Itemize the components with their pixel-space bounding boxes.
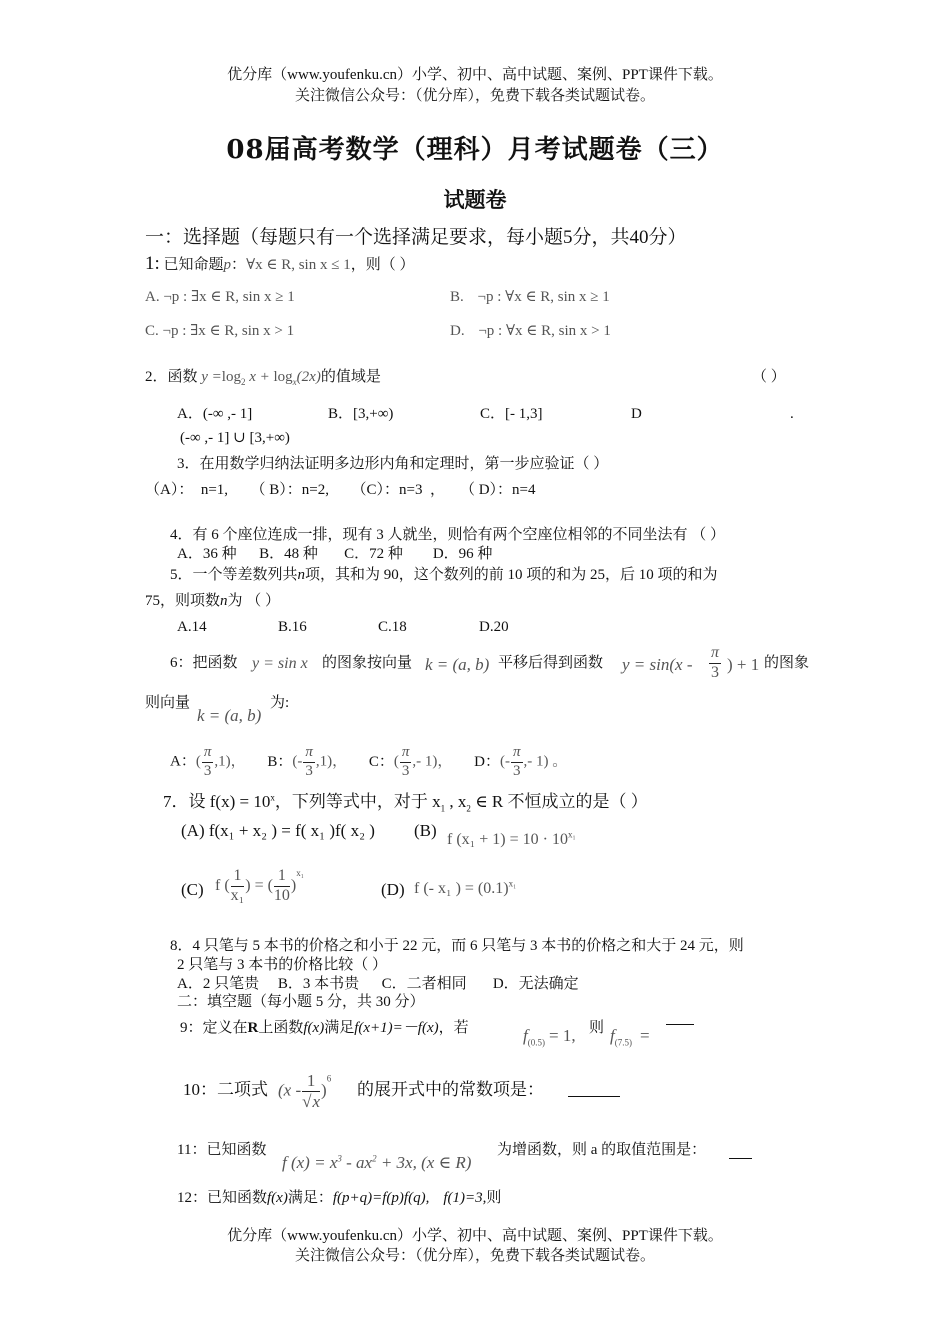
q1-option-b-label: B. xyxy=(450,289,464,305)
q6-k1: k = (a, b) xyxy=(425,655,490,674)
q6-option-a-pre: ( xyxy=(195,753,201,770)
q12-stem-b: 满足： xyxy=(287,1190,333,1206)
q2-stem xyxy=(145,370,381,385)
q6-f2-frac xyxy=(708,645,722,682)
q6-option-a-label: A： xyxy=(170,753,196,770)
q2-f-x1: x + xyxy=(245,369,274,385)
q5-line2-b: 为 （ ） xyxy=(227,593,281,609)
q5-option-d: D.20 xyxy=(479,619,509,635)
q10-expr-b: ) xyxy=(321,1080,327,1100)
q9-f2-f: f xyxy=(610,1026,615,1045)
q5-option-b: B.16 xyxy=(278,619,307,635)
q6-f1: y = sin x xyxy=(252,655,308,672)
header-line-2: 关注微信公众号：（优分库），免费下载各类试题试卷。 xyxy=(294,88,655,104)
q6-stem-d: 的图象 xyxy=(764,655,810,671)
q1-p: p xyxy=(223,257,232,273)
q9-f2-val: = xyxy=(639,1026,650,1045)
q6-k2: k = (a, b) xyxy=(197,706,262,725)
q5-line2 xyxy=(145,594,280,609)
q7-option-c-x1: x₁ xyxy=(230,886,245,904)
q11-f-a: f (x) = x xyxy=(282,1153,338,1172)
q9-f1-sub: (0.5) xyxy=(527,1037,545,1048)
q6-option-b-post: ,1)， xyxy=(315,753,348,770)
section1-heading: 一：选择题（每题只有一个选择满足要求，每小题5分，共40分） xyxy=(145,227,687,248)
q7-option-b xyxy=(447,829,576,848)
q7-option-d-sup: x₁ xyxy=(508,878,517,889)
footer-line-2: 关注微信公众号：（优分库），免费下载各类试题试卷。 xyxy=(294,1248,655,1264)
q7-stem-b: ，下列等式中，对于 x xyxy=(274,792,441,811)
q6-f2-three: 3 xyxy=(711,663,719,681)
q8-options: A．2 只笔贵 B．3 本书贵 C．二者相同 D．无法确定 xyxy=(177,976,579,992)
q6-option-c-post: ,- 1)， xyxy=(412,753,453,770)
q2-number: 2．函数 xyxy=(145,369,198,385)
header-line-1: 优分库（www.youfenku.cn）小学、初中、高中试题、案例、PPT课件下载。 xyxy=(227,67,723,83)
q5-n2: n xyxy=(220,593,228,609)
q1-stem-a: 已知命题 xyxy=(163,257,224,273)
q2-option-d: (-∞ ,- 1] ∪ [3,+∞) xyxy=(180,430,290,446)
q9-stem xyxy=(180,1021,469,1036)
q9-stem-b: 上函数 xyxy=(258,1020,304,1036)
q9-fx: f(x) xyxy=(303,1020,325,1036)
q5-stem-a: 5．一个等差数列共 xyxy=(170,567,298,583)
q9-R: R xyxy=(247,1020,259,1036)
q7-s1: 1 xyxy=(440,803,446,814)
q7-sup-x: x xyxy=(270,792,275,803)
q7-stem-c: , x xyxy=(445,792,467,811)
q1-option-d xyxy=(450,324,611,339)
q1-option-b xyxy=(450,290,610,305)
q1-option-d-text: ¬p : ∀x ∈ R, sin x > 1 xyxy=(478,323,611,339)
q6-f2-pi: π xyxy=(709,645,721,664)
q5-stem-b: 项，其和为 90，这个数列的前 10 项的和为 25，后 10 项的和为 xyxy=(305,567,718,583)
q6-option-c-pre: ( xyxy=(393,753,399,770)
q1-stem xyxy=(145,254,414,273)
q5-line2-a: 75，则项数 xyxy=(145,593,221,609)
q1-stem-math: ∀x ∈ R, sin x ≤ 1 xyxy=(246,257,351,273)
q1-option-d-label: D. xyxy=(450,323,465,339)
q10-answer-blank[interactable] xyxy=(568,1096,620,1097)
q11-sup3: 3 xyxy=(337,1153,342,1164)
q1-option-c-label: C. xyxy=(145,323,159,339)
q6-option-b-pre: (- xyxy=(292,753,303,770)
q7-option-c-sup: x₁ xyxy=(296,867,304,878)
q12-stem xyxy=(177,1191,501,1206)
q11-f-end: + 3x, (x ∈ R) xyxy=(376,1153,472,1172)
q6-line2: 则向量 xyxy=(145,695,191,711)
q1-option-b-text: ¬p : ∀x ∈ R, sin x ≥ 1 xyxy=(477,289,610,305)
q2-paren: （ ） xyxy=(752,369,786,385)
q8-stem-line1: 8．4 只笔与 5 本书的价格之和小于 22 元，而 6 只笔与 3 本书的价格之和大于 24 元，则 xyxy=(170,938,744,954)
q7-option-c-f: f ( xyxy=(215,876,230,894)
q7-s2: 2 xyxy=(466,803,471,814)
q2-option-d-label: D xyxy=(631,406,642,422)
q2-f-x2: (2x) xyxy=(296,369,321,385)
q7-option-a: (A) f(x₁ + x₂ ) = f( x₁ )f( x₂ ) xyxy=(181,821,375,840)
q6-option-b-three: 3 xyxy=(305,762,313,779)
q9-answer-blank[interactable] xyxy=(666,1024,694,1025)
page-subtitle: 试题卷 xyxy=(443,187,507,212)
q3-stem: 3．在用数学归纳法证明多边形内角和定理时，第一步应验证（ ） xyxy=(177,456,609,472)
q9-f1-val: = 1, xyxy=(548,1026,576,1045)
q7-option-b-label: (B) xyxy=(414,821,437,840)
q6-line2-end: 为: xyxy=(270,695,290,711)
q9-stem-c: 满足 xyxy=(324,1020,355,1036)
q2-stem-end: 的值域是 xyxy=(320,369,381,385)
q6-option-a-three: 3 xyxy=(203,762,212,779)
q9-stem-e: 则 xyxy=(589,1020,605,1036)
q9-eq: f(x+1)=－f(x) xyxy=(354,1020,439,1036)
q6-stem-a: 6：把函数 xyxy=(170,655,238,671)
q7-option-d-text: f (- x₁ ) = (0.1) xyxy=(414,880,509,897)
q6-option-d-label: D： xyxy=(474,753,501,770)
q4-stem: 4．有 6 个座位连成一排，现有 3 人就坐，则恰有两个空座位相邻的不同坐法有 （ ） xyxy=(170,527,726,543)
q1-option-a xyxy=(145,290,295,305)
q9-f2-sub: (7.5) xyxy=(614,1037,632,1048)
q6-option-a-pi: π xyxy=(202,745,214,763)
q7-stem-d: ∈ R 不恒成立的是（ ） xyxy=(470,792,648,811)
q1-stem-c: ，则（ ） xyxy=(350,257,415,273)
q8-stem-line2: 2 只笔与 3 本书的价格比较（ ） xyxy=(177,957,388,973)
q11-answer-blank[interactable] xyxy=(729,1158,752,1159)
q6-stem-c: 平移后得到函数 xyxy=(498,655,604,671)
q5-option-c: C.18 xyxy=(378,619,407,635)
q2-option-a: A．(-∞ ,- 1] xyxy=(177,406,253,422)
q2-f-log1: log xyxy=(221,369,241,385)
q2-f-sub2: x xyxy=(292,377,297,387)
q7-stem xyxy=(163,792,648,814)
q10-sup6: 6 xyxy=(326,1073,332,1084)
q6-options xyxy=(170,745,567,780)
q11-stem-b: 为增函数，则 a 的取值范围是： xyxy=(497,1142,707,1158)
q10-expr: (x - $\frac{1}{√x}$ )$^6$ xyxy=(278,1071,332,1111)
q6-f2-a: y = sin(x - xyxy=(622,655,693,674)
q1-number: 1: xyxy=(145,253,160,274)
q10-stem-a: 10：二项式 xyxy=(183,1080,268,1099)
q2-option-d-dot: . xyxy=(790,406,794,422)
q2-f-log2: log xyxy=(273,369,293,385)
section2-heading: 二：填空题（每小题 5 分，共 30 分） xyxy=(177,994,425,1010)
q7-option-b-sup: x₁ xyxy=(567,829,576,840)
q2-f-y: y = xyxy=(201,369,222,385)
q4-options: A．36 种 B．48 种 C．72 种 D．96 种 xyxy=(177,546,493,562)
q1-option-a-label: A. xyxy=(145,289,160,305)
q10-one: 1 xyxy=(302,1072,320,1092)
q7-option-c-ten: 10 xyxy=(273,886,290,904)
q6-option-b-label: B： xyxy=(267,753,293,770)
q7-option-c-mid: ) = ( xyxy=(245,876,273,894)
q7-stem-a: 7．设 f(x) = 10 xyxy=(163,792,271,811)
q1-option-a-text: ¬p : ∃x ∈ R, sin x ≥ 1 xyxy=(163,289,295,305)
q9-stem-d: ，若 xyxy=(438,1020,469,1036)
q5-n1: n xyxy=(297,567,306,583)
q7-option-d-label: (D) xyxy=(381,880,405,899)
q10-stem-b: 的展开式中的常数项是： xyxy=(357,1080,544,1099)
q11-f-mid: - ax xyxy=(341,1153,373,1172)
q12-stem-c: 则 xyxy=(486,1190,502,1206)
q2-option-b: B．[3,+∞) xyxy=(328,406,394,422)
q11-stem-a: 11：已知函数 xyxy=(177,1142,267,1158)
q9-f1 xyxy=(523,1026,576,1048)
q6-option-c-three: 3 xyxy=(401,762,410,779)
q11-sup2: 2 xyxy=(372,1153,377,1164)
q6-option-a-post: ,1)， xyxy=(214,753,246,770)
q9-f1-f: f xyxy=(523,1026,528,1045)
q7-option-d xyxy=(414,878,517,897)
q10-expr-a: (x - xyxy=(278,1080,302,1100)
q2-f-sub1: 2 xyxy=(240,377,246,387)
q12-fx: f(x) xyxy=(267,1190,288,1206)
q9-f2 xyxy=(610,1026,650,1048)
q7-option-c-one: 1 xyxy=(231,868,245,887)
q6-stem-b: 的图象按向量 xyxy=(322,655,413,671)
q2-option-c: C．[- 1,3] xyxy=(480,406,543,422)
q6-option-d-pi: π xyxy=(511,745,523,763)
q12-eq: f(p+q)=f(p)f(q), xyxy=(332,1190,430,1206)
q1-option-c-text: ¬p : ∃x ∈ R, sin x > 1 xyxy=(162,323,295,339)
q5-stem xyxy=(170,568,718,583)
q7-option-c: f ( $\frac{1}{\text{x₁}}$ ) = ( $\frac{1}{10}$ )$^{x_1}$ xyxy=(215,867,304,904)
q11-f xyxy=(282,1154,471,1171)
q12-stem-a: 12：已知函数 xyxy=(177,1190,268,1206)
q1-option-c xyxy=(145,324,294,339)
q6-option-d-three: 3 xyxy=(513,762,521,779)
q7-option-b-text: f (x₁ + 1) = 10 · 10 xyxy=(447,831,568,848)
q10-sqrtx: x xyxy=(312,1091,321,1111)
q12-eq2: f(1)=3, xyxy=(443,1190,487,1206)
page-title: 08届高考数学（理科）月考试题卷（三） xyxy=(226,135,724,165)
q7-option-c-label: (C) xyxy=(181,880,204,899)
q6-f2-b: ) + 1 xyxy=(727,655,760,674)
q6-option-d-pre: (- xyxy=(500,753,511,770)
q6-option-b-pi: π xyxy=(303,745,315,763)
q6-option-c-label: C： xyxy=(368,753,394,770)
q7-option-c-one-b: 1 xyxy=(274,868,290,887)
q1-stem-b: ： xyxy=(231,257,247,273)
q6-option-c-pi: π xyxy=(400,745,412,763)
q9-stem-a: 9：定义在 xyxy=(180,1020,248,1036)
footer-line-1: 优分库（www.youfenku.cn）小学、初中、高中试题、案例、PPT课件下载。 xyxy=(227,1228,723,1244)
q6-option-d-post: ,- 1) 。 xyxy=(523,753,568,770)
q5-option-a: A.14 xyxy=(177,619,207,635)
q3-options: （A）： n=1, （ B）：n=2, （C）：n=3 ， （ D）：n=4 xyxy=(145,482,536,498)
